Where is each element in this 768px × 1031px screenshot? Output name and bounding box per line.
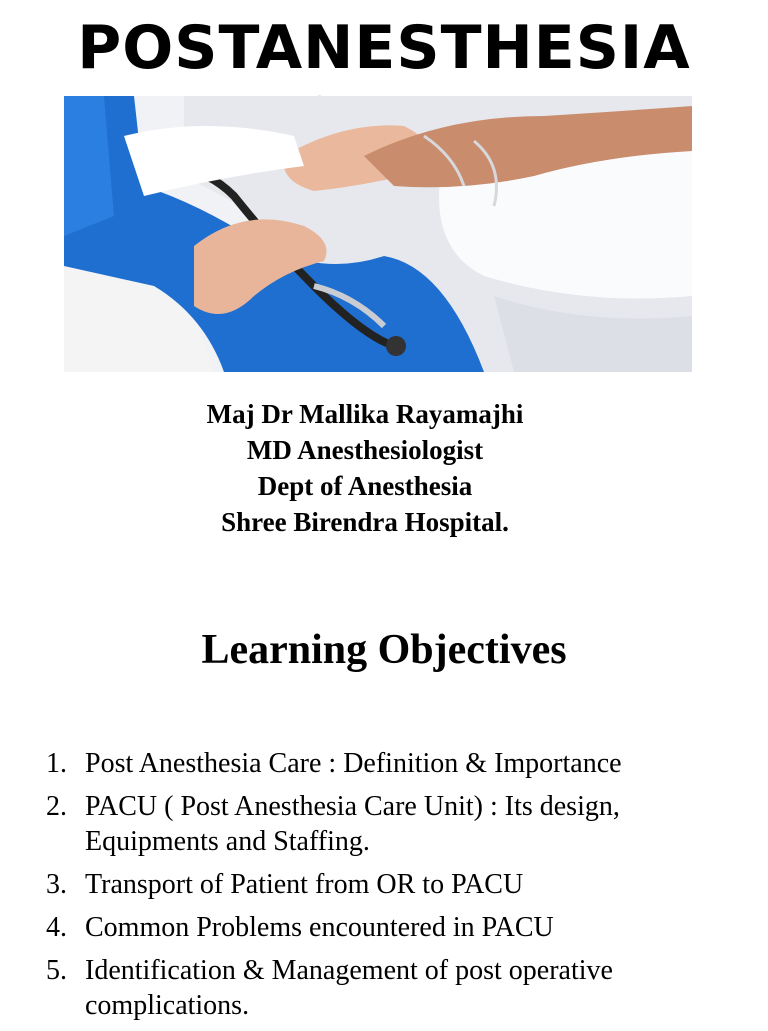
list-item (46, 746, 746, 781)
list-item (46, 867, 746, 902)
list-text: Common Problems encountered in PACU (85, 912, 554, 943)
list-text: Transport of Patient from OR to PACU (85, 869, 524, 900)
list-number: 1. (46, 748, 67, 779)
list-number: 3. (46, 869, 67, 900)
slide-title: POSTANESTHESIA (77, 13, 691, 83)
doctor-patient-illustration (64, 96, 692, 372)
list-text: Post Anesthesia Care : Definition & Importance (85, 748, 622, 779)
author-qualification: MD Anesthesiologist (246, 435, 484, 465)
doctor-patient-photo (64, 96, 692, 372)
author-hospital: Shree Birendra Hospital. (221, 507, 509, 537)
list-item (46, 953, 746, 1023)
author-name: Maj Dr Mallika Rayamajhi (206, 399, 524, 429)
list-text: PACU ( Post Anesthesia Care Unit) : Its design, Equipments and Staffing. (85, 791, 620, 857)
list-item (46, 789, 746, 859)
section-heading: Learning Objectives (201, 627, 567, 673)
list-number: 2. (46, 791, 67, 822)
author-block (0, 396, 730, 540)
objectives-list (46, 746, 746, 1031)
author-department: Dept of Anesthesia (257, 471, 473, 501)
list-text: Identification & Management of post operative complications. (85, 955, 613, 1021)
list-item (46, 910, 746, 945)
list-number: 5. (46, 955, 67, 986)
list-number: 4. (46, 912, 67, 943)
